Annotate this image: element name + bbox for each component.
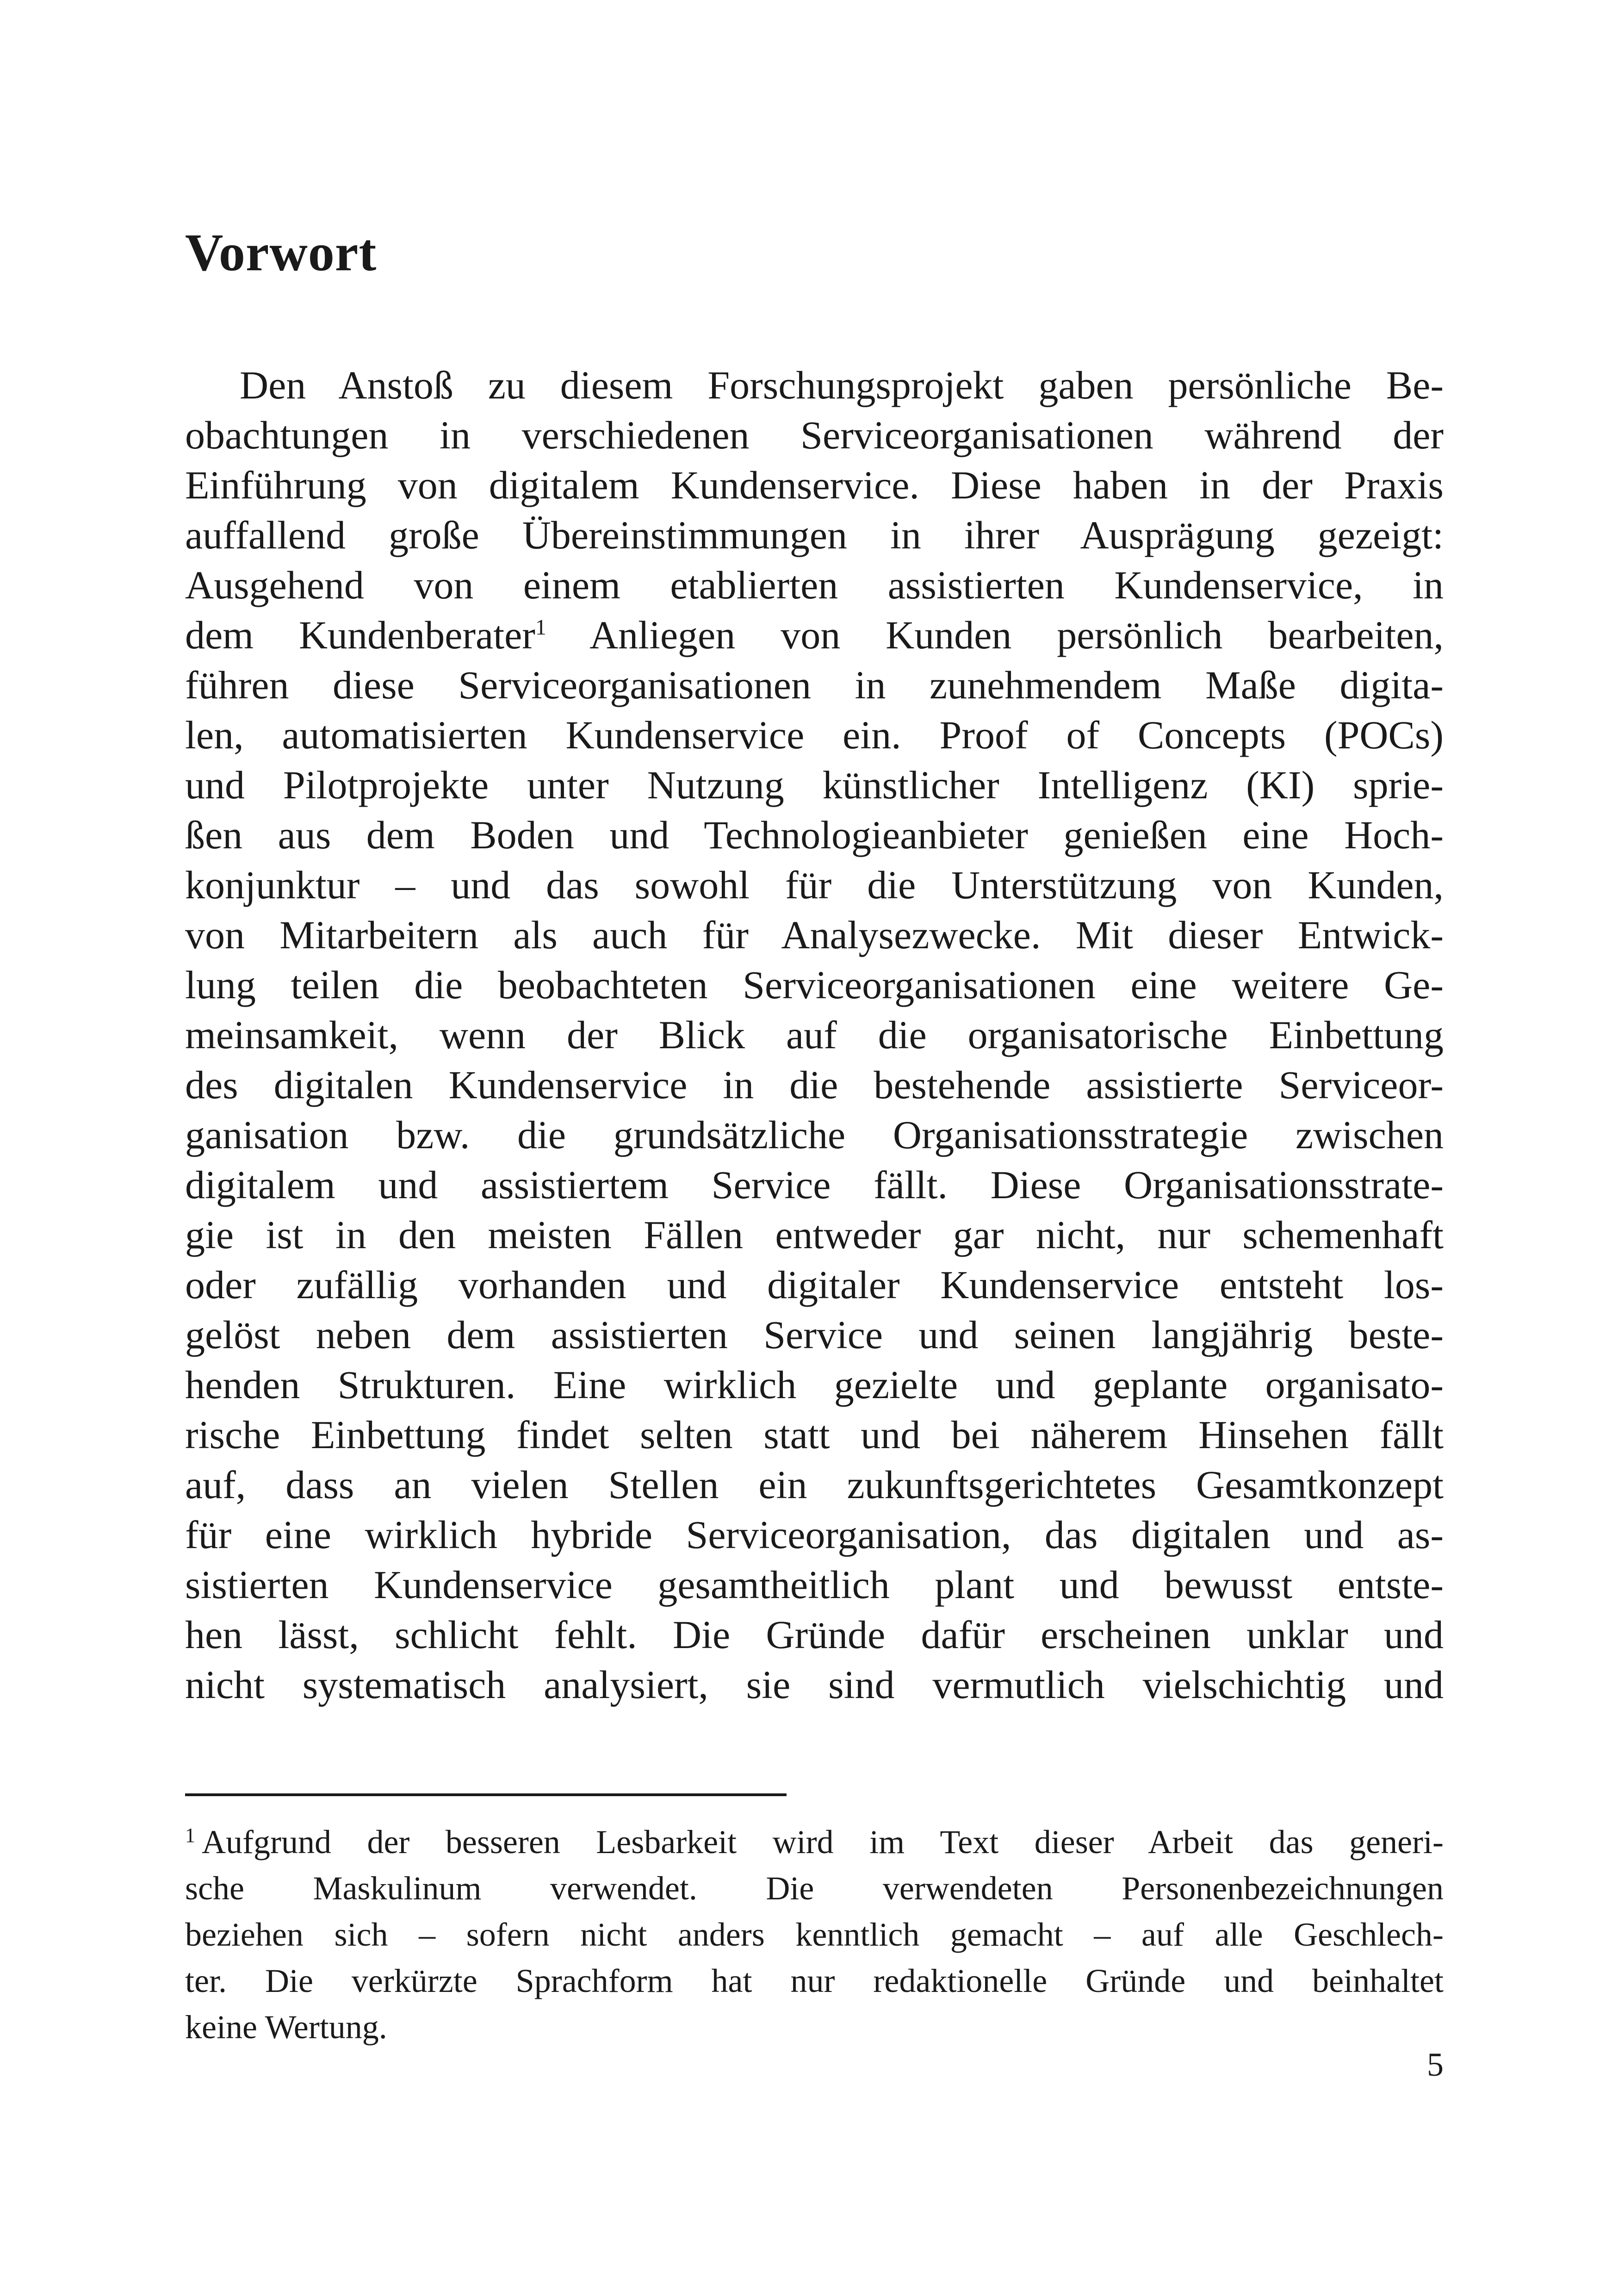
body-line: rische Einbettung findet selten statt und bei näherem Hinsehen fällt — [185, 1412, 1444, 1457]
body-line: auf, dass an vielen Stellen ein zukunftsgerichtetes Gesamtkonzept — [185, 1462, 1444, 1507]
chapter-title: Vorwort — [185, 223, 377, 282]
body-text — [185, 360, 1444, 1710]
body-line: und Pilotprojekte unter Nutzung künstlicher Intelligenz (KI) sprie- — [185, 763, 1444, 807]
footnote-line: keine Wertung. — [185, 2009, 387, 2046]
body-line: henden Strukturen. Eine wirklich gezielte und geplante organisato- — [185, 1363, 1444, 1407]
footnote-reference: 1 — [535, 615, 546, 640]
body-line: meinsamkeit, wenn der Blick auf die organisatorische Einbettung — [185, 1013, 1444, 1057]
body-line: ganisation bzw. die grundsätzliche Organisationsstrategie zwischen — [185, 1113, 1444, 1157]
body-line: auffallend große Übereinstimmungen in ihrer Ausprägung gezeigt: — [185, 513, 1444, 557]
body-line: len, automatisierten Kundenservice ein. Proof of Concepts (POCs) — [185, 713, 1444, 757]
footnote-line: sche Maskulinum verwendet. Die verwendeten Personenbezeichnungen — [185, 1870, 1444, 1907]
footnote-line: ter. Die verkürzte Sprachform hat nur redaktionelle Gründe und beinhaltet — [185, 1962, 1444, 1999]
footnote — [185, 1819, 1444, 2050]
footnote-line-text: Aufgrund der besseren Lesbarkeit wird im Text dieser Arbeit das generi- — [202, 1823, 1444, 1860]
body-line: für eine wirklich hybride Serviceorganisation, das digitalen und as- — [185, 1512, 1444, 1557]
body-line: konjunktur – und das sowohl für die Unterstützung von Kunden, — [185, 863, 1444, 907]
body-line: Den Anstoß zu diesem Forschungsprojekt gaben persönliche Be- — [240, 363, 1444, 407]
body-line: hen lässt, schlicht fehlt. Die Gründe dafür erscheinen unklar und — [185, 1612, 1444, 1657]
footnote-marker: 1 — [185, 1824, 195, 1847]
body-line: führen diese Serviceorganisationen in zunehmendem Maße digita- — [185, 663, 1444, 707]
body-line: obachtungen in verschiedenen Serviceorganisationen während der — [185, 413, 1444, 457]
body-line: oder zufällig vorhanden und digitaler Kundenservice entsteht los- — [185, 1263, 1444, 1307]
body-line: gie ist in den meisten Fällen entweder gar nicht, nur schemenhaft — [185, 1213, 1444, 1257]
body-line: lung teilen die beobachteten Serviceorganisationen eine weitere Ge- — [185, 963, 1444, 1007]
body-line: nicht systematisch analysiert, sie sind vermutlich vielschichtig und — [185, 1662, 1444, 1707]
page-number: 5 — [1427, 2046, 1444, 2083]
footnote-line — [185, 1819, 1444, 1865]
body-line: sistierten Kundenservice gesamtheitlich plant und bewusst entste- — [185, 1562, 1444, 1607]
body-line: ßen aus dem Boden und Technologieanbieter genießen eine Hoch- — [185, 813, 1444, 857]
body-line: Ausgehend von einem etablierten assistierten Kundenservice, in — [185, 563, 1444, 607]
body-line: gelöst neben dem assistierten Service und seinen langjährig beste- — [185, 1313, 1444, 1357]
body-line: Einführung von digitalem Kundenservice. Diese haben in der Praxis — [185, 463, 1444, 507]
body-line: des digitalen Kundenservice in die bestehende assistierte Serviceor- — [185, 1063, 1444, 1107]
footnote-divider — [185, 1793, 787, 1796]
footnote-line: beziehen sich – sofern nicht anders kenntlich gemacht – auf alle Geschlech- — [185, 1916, 1444, 1953]
body-line-part: dem Kundenberater — [185, 613, 535, 657]
body-line-part: Anliegen von Kunden persönlich bearbeiten, — [546, 613, 1444, 657]
body-line-with-footnote — [185, 610, 1444, 660]
body-line: digitalem und assistiertem Service fällt. Diese Organisationsstrate- — [185, 1163, 1444, 1207]
body-line: von Mitarbeitern als auch für Analysezwecke. Mit dieser Entwick- — [185, 913, 1444, 957]
